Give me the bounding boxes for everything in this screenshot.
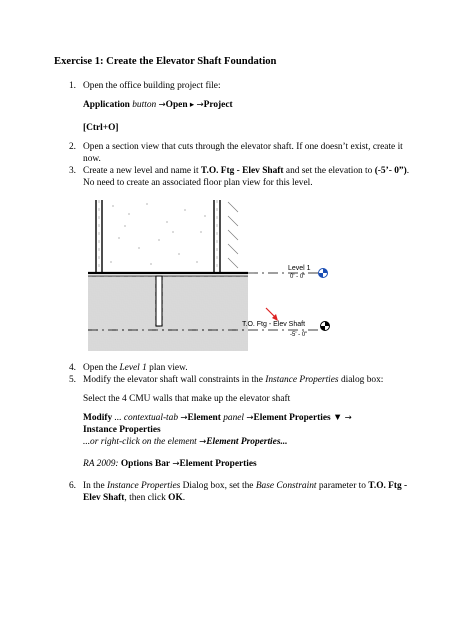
step-number: 1. (68, 81, 76, 91)
arrow-icon: → (199, 437, 207, 447)
text-run: Instance Properties (265, 375, 339, 385)
step-text (83, 362, 188, 374)
menu-path (83, 436, 288, 448)
text-run: dialog box: (338, 375, 384, 385)
text-run: Open the (83, 363, 120, 373)
section-figure (88, 192, 348, 357)
text-run: In the (83, 481, 107, 491)
level1-name: Level 1 (288, 265, 311, 272)
menu-path (83, 99, 233, 111)
level2-name: T.O. Ftg - Elev Shaft (242, 321, 306, 328)
menu-path-part: Element (187, 413, 221, 423)
cmu-block (88, 276, 248, 351)
menu-path-part: Options Bar (120, 459, 171, 469)
level-head-icon (319, 269, 328, 278)
menu-path (83, 412, 352, 424)
menu-path-part: Element Properties (179, 459, 257, 469)
page-title: Exercise 1: Create the Elevator Shaft Foundation (54, 56, 277, 67)
level1-elev: 0' - 0" (290, 274, 306, 280)
text-run: T.O. Ftg - (368, 481, 408, 491)
text-run: Base Constraint (255, 481, 317, 491)
upper-wall-right (214, 200, 220, 272)
text-run: T.O. Ftg - Elev Shaft (200, 166, 284, 176)
wall-hatching (110, 204, 206, 264)
step-text (83, 165, 409, 177)
menu-path-part: RA 2009: (83, 459, 119, 469)
step-number: 2. (68, 142, 76, 152)
menu-path-part: Modify (83, 413, 113, 423)
menu-path-part: Application (83, 100, 130, 110)
step-text: Open the office building project file: (83, 81, 221, 91)
step-text (83, 374, 383, 386)
shaft-wall-below (156, 276, 162, 326)
text-run: Elev Shaft (83, 493, 125, 503)
step-number: 3. (68, 166, 76, 176)
text-run: Instance Properties (106, 481, 181, 491)
menu-path-part: panel (223, 413, 245, 423)
text-run: Modify the elevator shaft wall constraints in the (83, 375, 266, 385)
text-run: Level 1 (119, 363, 147, 373)
menu-path-part: Element Properties ▼ (253, 413, 343, 423)
text-run: OK (168, 493, 183, 503)
menu-path-part: Instance Properties (83, 425, 161, 435)
text-run: , then click (124, 493, 169, 503)
shortcut-text: [Ctrl+O] (83, 123, 119, 133)
step-text: now. (83, 154, 101, 164)
menu-path-part: ...or right-click on the element (83, 437, 197, 447)
shortcut (83, 122, 119, 134)
menu-path-part: Project (203, 100, 233, 110)
arrow-icon: → (344, 413, 352, 423)
menu-path-part: button (132, 100, 157, 110)
text-run: Dialog box, set the (180, 481, 256, 491)
step-text (83, 480, 407, 492)
arrow-icon: → (180, 413, 188, 423)
text-run: (-5’- 0”) (374, 166, 407, 176)
step-number: 5. (68, 375, 76, 385)
menu-path (83, 424, 161, 436)
menu-path-part: ... contextual-tab (114, 413, 179, 423)
step-text: No need to create an associated floor plan view for this level. (83, 178, 313, 188)
upper-wall-left (94, 200, 104, 272)
step-text: Select the 4 CMU walls that make up the elevator shaft (83, 394, 291, 404)
play-icon: ▸ (189, 100, 195, 110)
pointer-arrow-icon (266, 308, 278, 321)
right-hatch (228, 202, 238, 268)
text-run: Create a new level and name it (83, 166, 201, 176)
text-run: . (182, 493, 186, 503)
step-number: 4. (68, 363, 76, 373)
text-run: . (406, 166, 410, 176)
level2-elev: -5' - 0" (290, 332, 308, 338)
arrow-icon: → (172, 459, 180, 469)
arrow-icon: → (246, 413, 254, 423)
text-run: parameter to (316, 481, 369, 491)
menu-path-part: Open (165, 100, 188, 110)
step-text (83, 492, 185, 504)
step-number: 6. (68, 481, 76, 491)
level-head-icon (321, 322, 330, 331)
arrow-icon: → (158, 100, 166, 110)
text-run: and set the elevation to (283, 166, 375, 176)
step-text: Open a section view that cuts through the elevator shaft. If one doesn’t exist, create it (83, 142, 403, 152)
menu-path (83, 458, 257, 470)
arrow-icon: → (196, 100, 204, 110)
menu-path-part: Element Properties... (206, 437, 288, 447)
text-run: plan view. (146, 363, 188, 373)
